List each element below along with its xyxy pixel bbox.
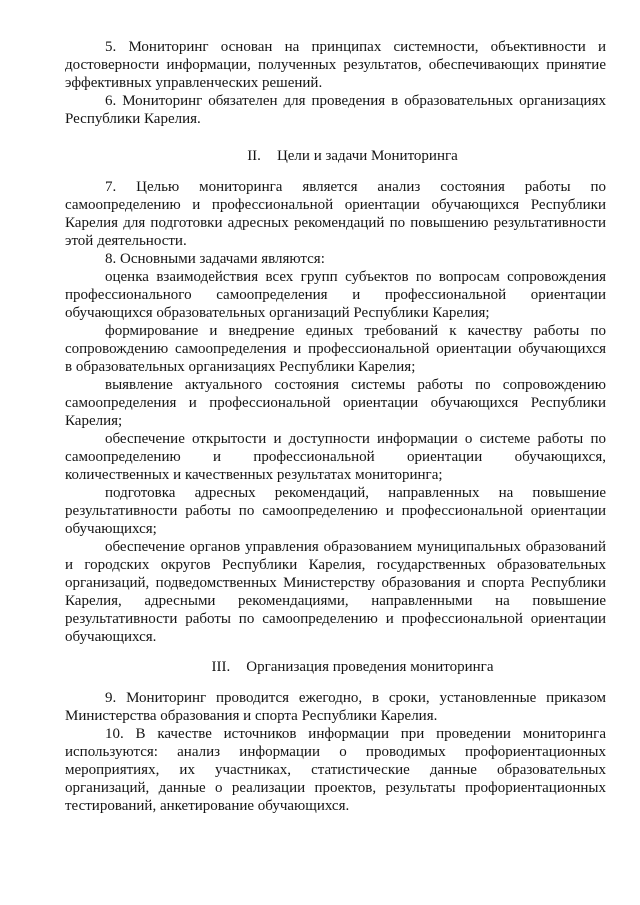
text-line: самоопределению и профессиональной ориентации обучающихся Республики — [65, 197, 606, 213]
section-title: Организация проведения мониторинга — [246, 659, 494, 675]
text-line: этой деятельности. — [65, 233, 187, 249]
text-line: мероприятиях, их участниках, статистические данные образовательных — [65, 762, 606, 778]
paragraph-8 — [65, 250, 606, 268]
text-line: результативности работы по самоопределению и профессиональной ориентации — [65, 503, 606, 519]
text-line: используются: анализ информации о проводимых профориентационных — [65, 744, 606, 760]
text-line: тестирований, анкетирование обучающихся. — [65, 798, 350, 814]
task-item-2 — [65, 322, 606, 376]
text-line: и городских округов Республики Карелия, государственных образовательных — [65, 557, 606, 573]
text-line: выявление актуального состояния системы работы по сопровождению — [105, 377, 606, 393]
text-line: обеспечение органов управления образованием муниципальных образований — [105, 539, 606, 555]
section-numeral: III. — [211, 659, 231, 675]
section-heading-3 — [65, 658, 606, 676]
task-item-5 — [65, 484, 606, 538]
text-line: сопровождению самоопределения и профессиональной ориентации обучающихся — [65, 341, 606, 357]
text-line: обеспечение открытости и доступности информации о системе работы по — [105, 431, 606, 447]
text-line: 6. Мониторинг обязателен для проведения в образовательных организациях — [105, 93, 606, 109]
text-line: самоопределению и профессиональной ориентации обучающихся, — [65, 449, 606, 465]
paragraph-10 — [65, 725, 606, 815]
text-line: эффективных управленческих решений. — [65, 75, 323, 91]
text-line: результативности работы по самоопределению и профессиональной ориентации — [65, 611, 606, 627]
text-line: 8. Основными задачами являются: — [105, 251, 325, 267]
document-body — [65, 38, 606, 815]
section-title: Цели и задачи Мониторинга — [276, 148, 458, 164]
text-line: подготовка адресных рекомендаций, направленных на повышение — [105, 485, 606, 501]
task-item-6 — [65, 538, 606, 646]
text-line: самоопределения и профессиональной ориентации обучающихся Республики — [65, 395, 606, 411]
text-line: оценка взаимодействия всех групп субъектов по вопросам сопровождения — [105, 269, 606, 285]
text-line: организаций, данные о реализации проектов, результаты профориентационных — [65, 780, 606, 796]
text-line: обучающихся; — [65, 521, 157, 537]
text-line: 10. В качестве источников информации при проведении мониторинга — [105, 726, 606, 742]
task-item-1 — [65, 268, 606, 322]
paragraph-9 — [65, 689, 606, 725]
text-line: Карелия; — [65, 413, 123, 429]
text-line: обучающихся. — [65, 629, 157, 645]
task-item-3 — [65, 376, 606, 430]
paragraph-5 — [65, 38, 606, 92]
text-line: в образовательных организациях Республики Карелия; — [65, 359, 416, 375]
text-line: организаций, подведомственных Министерству образования и спорта Республики — [65, 575, 606, 591]
task-item-4 — [65, 430, 606, 484]
text-line: Министерства образования и спорта Республики Карелия. — [65, 708, 438, 724]
text-line: 9. Мониторинг проводится ежегодно, в сроки, установленные приказом — [105, 690, 606, 706]
paragraph-7 — [65, 178, 606, 250]
text-line: обучающихся образовательных организаций Республики Карелия; — [65, 305, 490, 321]
text-line: Карелия для подготовки адресных рекомендаций по повышению результативности — [65, 215, 606, 231]
text-line: Карелия, адресными рекомендациями, направленными на повышение — [65, 593, 606, 609]
text-line: достоверности информации, полученных результатов, обеспечивающих принятие — [65, 57, 606, 73]
text-line: профессионального самоопределения и профессиональной ориентации — [65, 287, 606, 303]
text-line: количественных и качественных результатах мониторинга; — [65, 467, 443, 483]
text-line: Республики Карелия. — [65, 111, 201, 127]
text-line: 5. Мониторинг основан на принципах системности, объективности и — [105, 39, 606, 55]
section-heading-2 — [65, 147, 606, 165]
text-line: 7. Целью мониторинга является анализ состояния работы по — [105, 179, 606, 195]
paragraph-6 — [65, 92, 606, 128]
text-line: формирование и внедрение единых требований к качеству работы по — [105, 323, 606, 339]
section-numeral: II. — [247, 148, 261, 164]
